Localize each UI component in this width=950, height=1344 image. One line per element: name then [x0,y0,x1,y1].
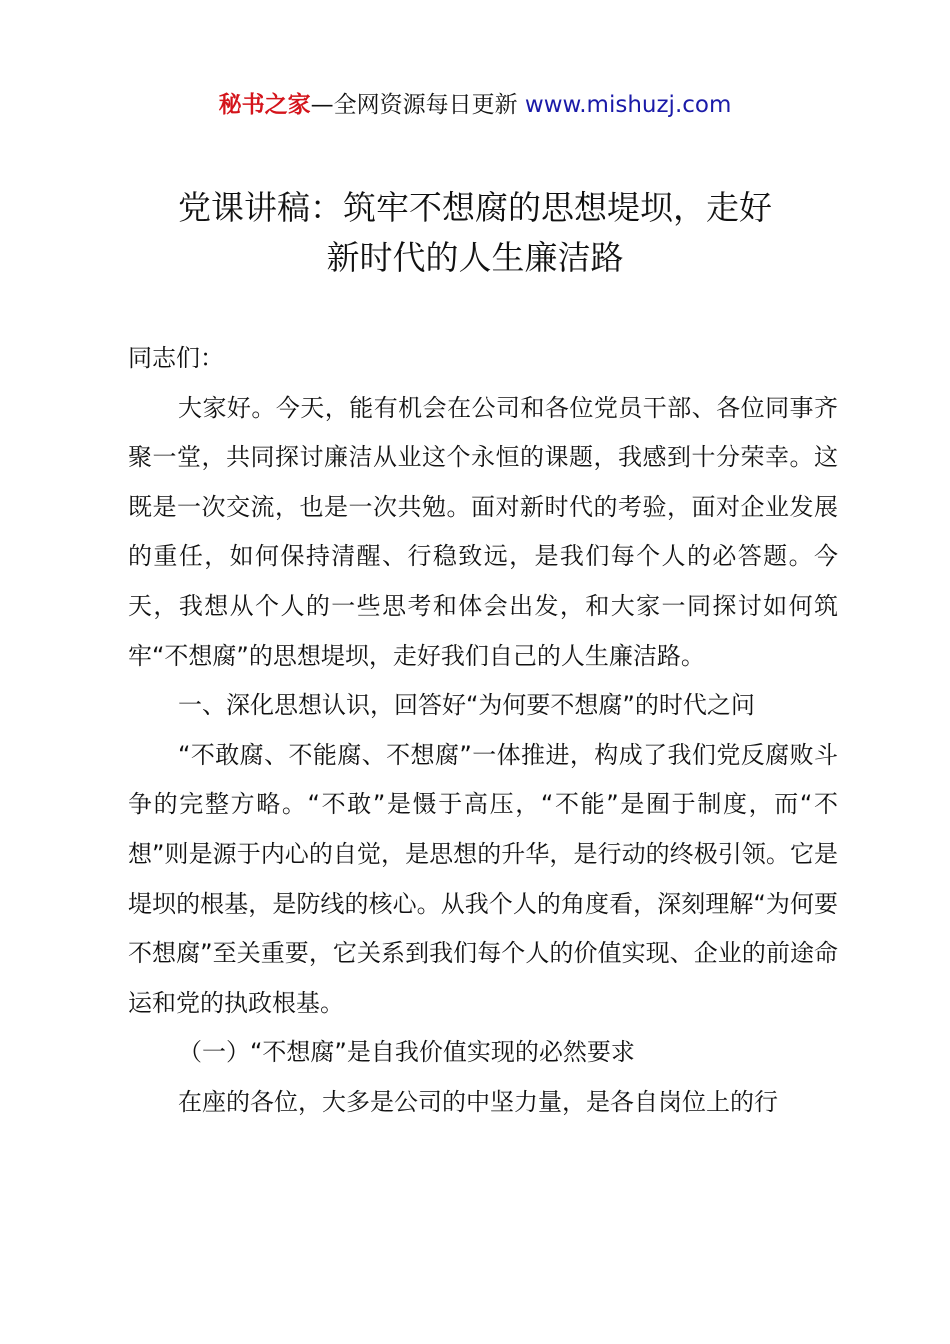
document-body [128,334,838,1128]
body-paragraph-2: “不敢腐、不能腐、不想腐”一体推进，构成了我们党反腐败斗争的完整方略。“不敢”是慑于高压，“不能”是囿于制度，而“不想”则是源于内心的自觉，是思想的升华，是行动的终极引领。它是堤坝的根基，是防线的核心。从我个人的角度看，深刻理解“为何要不想腐”至关重要，它关系到我们每个人的价值实现、企业的前途命运和党的执政根基。 [128,740,838,1017]
section-heading-1: 一、深化思想认识，回答好“为何要不想腐”的时代之问 [178,691,755,720]
title-line-1: 党课讲稿：筑牢不想腐的思想堤坝，走好 [178,188,772,227]
document-title [0,183,950,283]
salutation: 同志们： [128,344,224,372]
site-slogan: —全网资源每日更新 [310,92,518,118]
site-header [0,88,950,122]
title-line-2: 新时代的人生廉洁路 [326,238,624,277]
site-name: 秘书之家 [218,92,311,118]
body-paragraph-1: 大家好。今天，能有机会在公司和各位党员干部、各位同事齐聚一堂，共同探讨廉洁从业这个永恒的课题，我感到十分荣幸。这既是一次交流，也是一次共勉。面对新时代的考验，面对企业发展的重任，如何保持清醒、行稳致远，是我们每个人的必答题。今天，我想从个人的一些思考和体会出发，和大家一同探讨如何筑牢“不想腐”的思想堤坝，走好我们自己的人生廉洁路。 [128,393,838,670]
body-paragraph-3: 在座的各位，大多是公司的中坚力量，是各自岗位上的行 [178,1087,778,1116]
subsection-heading-1: （一）“不想腐”是自我价值实现的必然要求 [178,1038,635,1067]
site-url-link[interactable]: www.mishuzj.com [524,92,732,118]
